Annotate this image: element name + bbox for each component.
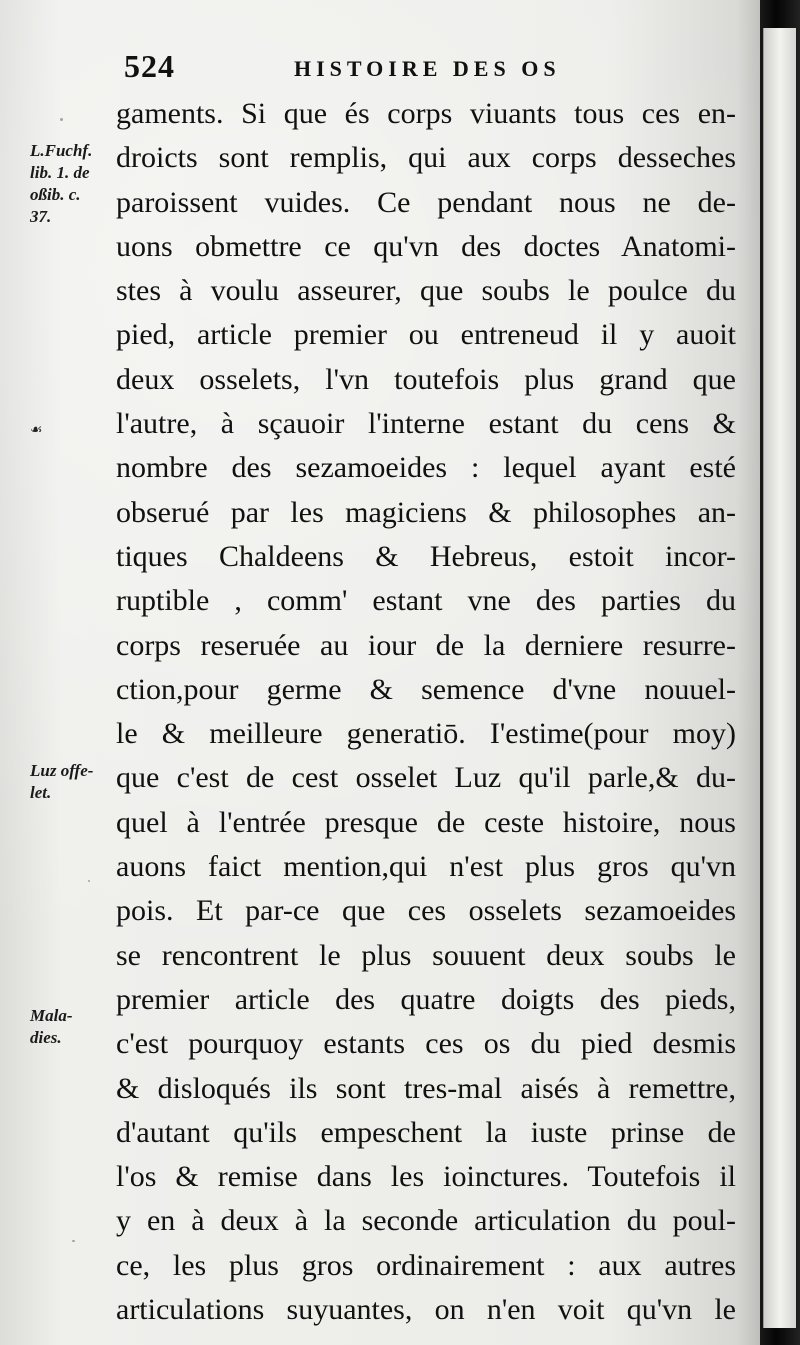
page-header — [124, 48, 724, 88]
text-line: droicts sont remplis, qui aux corps desseches — [116, 141, 736, 175]
text-line: premier article des quatre doigts des pieds, — [116, 982, 736, 1016]
running-head: HISTOIRE DES OS — [294, 56, 561, 81]
text-line: le & meilleure generatiō. I'estime(pour moy) — [116, 717, 736, 751]
margin-note-line: let. — [30, 783, 52, 802]
text-line: c'est pourquoy estants ces os du pied desmis — [116, 1027, 736, 1061]
margin-note-line: lib. 1. de — [30, 163, 90, 182]
text-line: ction,pour germe & semence d'vne nouuel- — [116, 672, 736, 706]
text-line: quel à l'entrée presque de ceste histoire, nous — [116, 805, 736, 839]
text-line: & disloqués ils sont tres-mal aisés à remettre, — [116, 1071, 736, 1105]
text-line: tiques Chaldeens & Hebreus, estoit incor- — [116, 539, 736, 573]
text-line: que c'est de cest osselet Luz qu'il parle,& du- — [116, 761, 736, 795]
text-line: stes à voulu asseurer, que soubs le poulce du — [116, 274, 736, 308]
text-line: pois. Et par-ce que ces osselets sezamoeides — [116, 894, 736, 928]
text-line: articulations suyuantes, on n'en voit qu'vn le — [116, 1293, 736, 1327]
text-line: nombre des sezamoeides : lequel ayant esté — [116, 451, 736, 485]
margin-note-line: dies. — [30, 1028, 62, 1047]
page-number: 524 — [124, 48, 175, 84]
book-gutter — [760, 0, 800, 1345]
margin-note-line: oßib. c. — [30, 185, 81, 204]
margin-note-maladies — [30, 1005, 73, 1049]
text-line: deux osselets, l'vn toutefois plus grand que — [116, 362, 736, 396]
text-line: paroissent vuides. Ce pendant nous ne de- — [116, 185, 736, 219]
text-line: uons obmettre ce qu'vn des doctes Anatomi- — [116, 229, 736, 263]
text-line: d'autant qu'ils empeschent la iuste prinse de — [116, 1115, 736, 1149]
facing-page-edge — [763, 28, 796, 1328]
text-line: auons faict mention,qui n'est plus gros qu'vn — [116, 850, 736, 884]
margin-note-line: Mala- — [30, 1006, 73, 1025]
text-line: pied, article premier ou entreneud il y auoit — [116, 318, 736, 352]
text-line: l'os & remise dans les ioinctures. Toutefois il — [116, 1160, 736, 1194]
margin-note-line: Luz offe- — [30, 761, 94, 780]
text-line: obserué par les magiciens & philosophes an- — [116, 495, 736, 529]
text-line: y en à deux à la seconde articulation du poul- — [116, 1204, 736, 1238]
ornament-icon: ☙ — [30, 423, 43, 438]
text-line: ce, les plus gros ordinairement : aux autres — [116, 1248, 736, 1282]
text-line: gaments. Si que és corps viuants tous ces en- — [116, 97, 736, 130]
margin-note-line: L.Fuchf. — [30, 141, 93, 160]
margin-note-line: 37. — [30, 207, 52, 226]
text-line: corps reseruée au iour de la derniere resurre- — [116, 628, 736, 662]
text-line: l'autre, à sçauoir l'interne estant du cens & — [116, 407, 736, 441]
text-line: se rencontrent le plus souuent deux soubs le — [116, 938, 736, 972]
paper-speck — [72, 1240, 75, 1242]
body-text — [116, 92, 736, 1332]
margin-note-fuchs — [30, 140, 92, 228]
margin-note-luz — [30, 760, 93, 804]
paper-speck — [88, 880, 90, 882]
text-line: ruptible , comm' estant vne des parties du — [116, 584, 736, 618]
paper-speck — [60, 118, 63, 121]
